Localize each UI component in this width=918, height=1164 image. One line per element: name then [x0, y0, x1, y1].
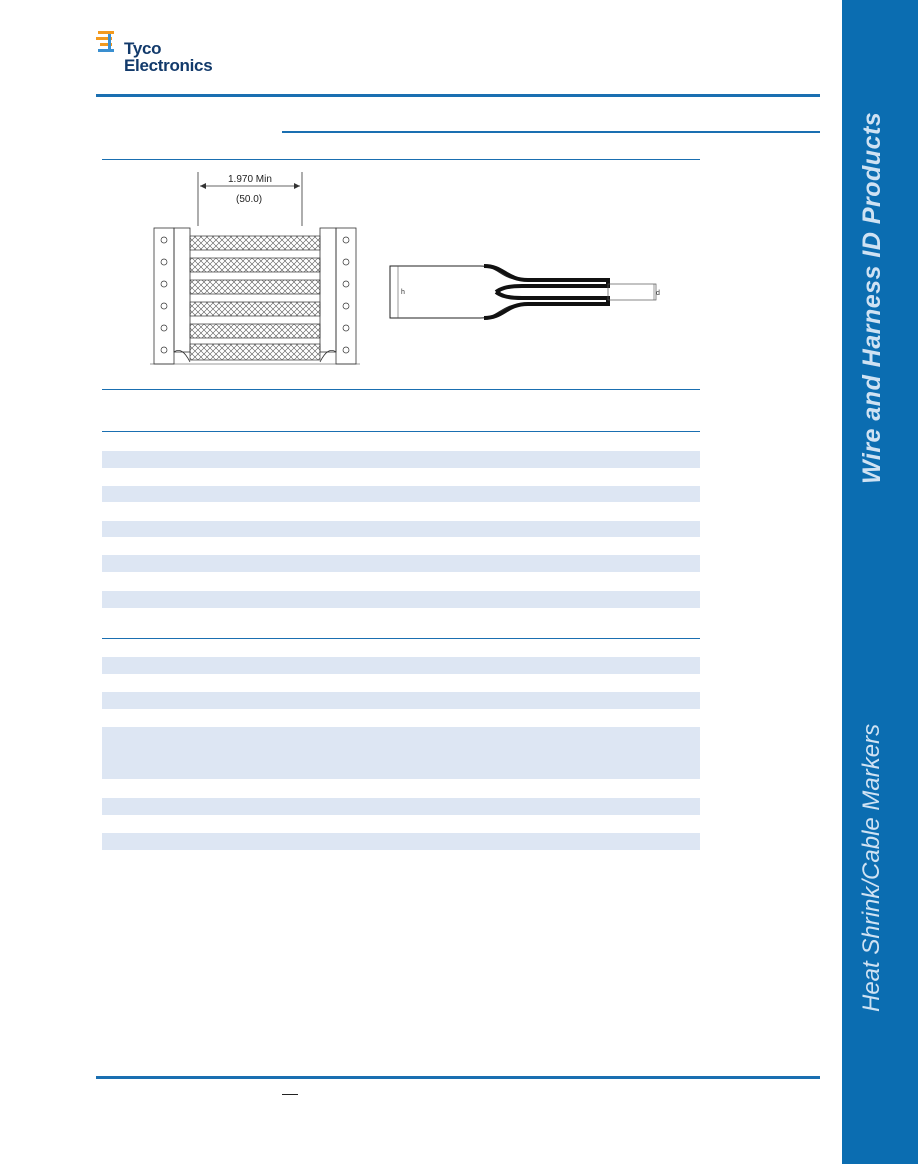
logo-text	[124, 40, 212, 74]
tyco-logo-icon	[96, 30, 118, 52]
dimension-label: 1.970 Min	[228, 174, 272, 185]
table1-row-band	[102, 451, 700, 468]
test-fixture-drawing	[150, 168, 360, 368]
sidebar-title-bottom: Heat Shrink/Cable Markers	[858, 723, 885, 1012]
table2-row-band	[102, 657, 700, 674]
figure-top-rule	[102, 159, 700, 160]
figure-bottom-rule	[102, 389, 700, 390]
table1-row-band	[102, 486, 700, 502]
tyco-electronics-logo	[96, 28, 236, 84]
logo-line-1: Tyco	[124, 39, 162, 58]
sidebar-title-top: Wire and Harness ID Products	[858, 111, 886, 484]
sleeve-profile-drawing	[388, 262, 668, 322]
logo-line-2: Electronics	[124, 56, 213, 75]
table1-row-band	[102, 521, 700, 537]
title-underline	[282, 131, 820, 133]
footer-mark	[282, 1094, 298, 1095]
table1-row-band	[102, 555, 700, 572]
table2-top-rule	[102, 638, 700, 639]
height-label: h	[401, 289, 405, 296]
table1-row-band	[102, 591, 700, 608]
table2-row-band	[102, 727, 700, 779]
table2-row-band	[102, 833, 700, 850]
header-rule	[96, 94, 820, 97]
table2-row-band	[102, 692, 700, 709]
dimension-metric: (50.0)	[236, 194, 263, 205]
table2-row-band	[102, 798, 700, 815]
diameter-label: d	[656, 290, 660, 297]
table1-top-rule	[102, 431, 700, 432]
footer-rule	[96, 1076, 820, 1079]
